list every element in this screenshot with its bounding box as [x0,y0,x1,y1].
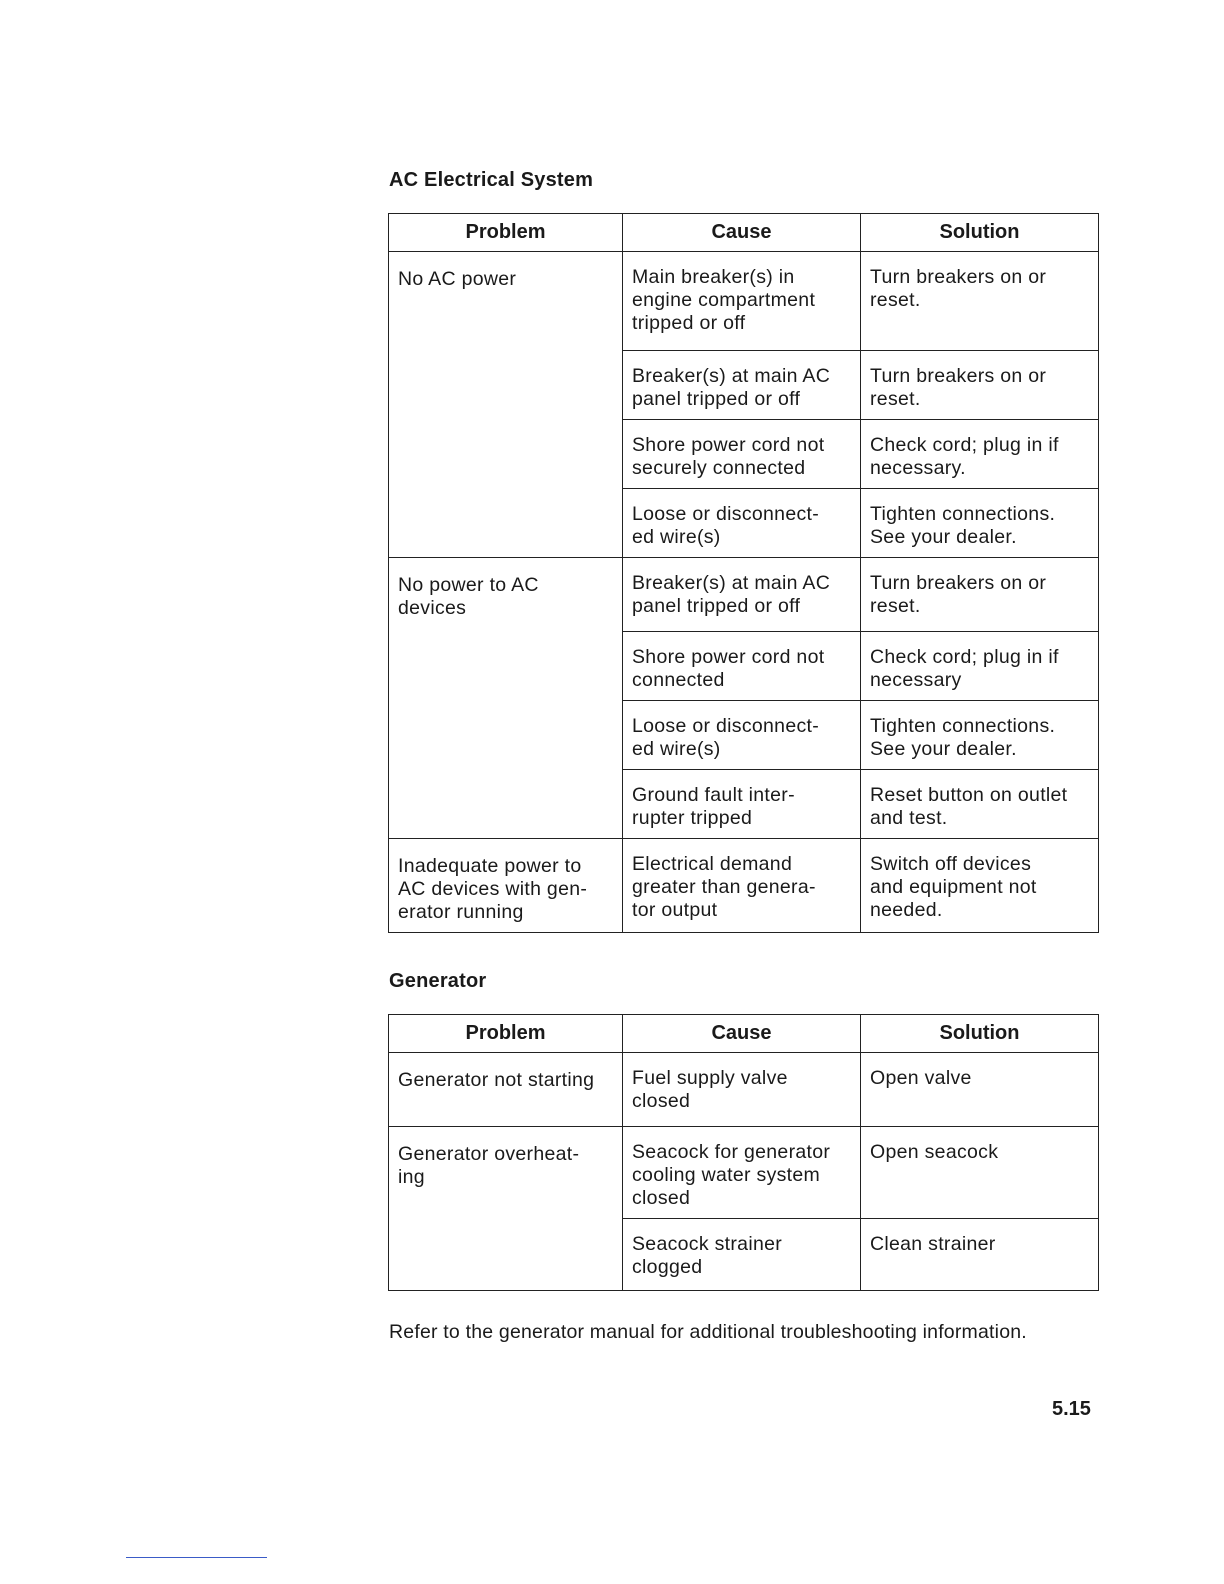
page-number: 5.15 [1052,1398,1091,1420]
problem-cell: Inadequate power to AC devices with gen- erator running [389,839,623,933]
problem-column-header: Problem [389,1015,623,1053]
cause-cell: Breaker(s) at main AC panel tripped or off [623,351,861,420]
problem-column-header: Problem [389,214,623,252]
cause-cell: Electrical demand greater than genera- tor output [623,839,861,933]
cause-cell: Shore power cord not securely connected [623,420,861,489]
bottom-divider [126,1557,267,1558]
solution-cell: Tighten connections. See your dealer. [861,489,1099,558]
cause-cell: Breaker(s) at main AC panel tripped or off [623,558,861,632]
table-row [389,1127,1099,1219]
table-row [389,558,1099,632]
solution-column-header: Solution [861,1015,1099,1053]
cause-cell: Shore power cord not connected [623,632,861,701]
solution-cell: Turn breakers on or reset. [861,558,1099,632]
footnote-text: Refer to the generator manual for additional troubleshooting information. [389,1321,1027,1343]
solution-cell: Turn breakers on or reset. [861,252,1099,351]
table-header-row [389,1015,1099,1053]
table-row [389,839,1099,933]
solution-cell: Reset button on outlet and test. [861,770,1099,839]
ac-electrical-section-title: AC Electrical System [389,169,594,191]
solution-cell: Switch off devices and equipment not needed. [861,839,1099,933]
ac-troubleshooting-table [388,213,1099,933]
cause-cell: Loose or disconnect- ed wire(s) [623,489,861,558]
solution-cell: Check cord; plug in if necessary. [861,420,1099,489]
problem-cell: No AC power [389,252,623,558]
solution-cell: Open valve [861,1053,1099,1127]
cause-cell: Seacock strainer clogged [623,1219,861,1291]
solution-cell: Tighten connections. See your dealer. [861,701,1099,770]
solution-column-header: Solution [861,214,1099,252]
table-header-row [389,214,1099,252]
cause-cell: Ground fault inter- rupter tripped [623,770,861,839]
solution-cell: Clean strainer [861,1219,1099,1291]
cause-column-header: Cause [623,1015,861,1053]
generator-section-title: Generator [389,970,487,992]
cause-cell: Main breaker(s) in engine compartment tripped or off [623,252,861,351]
cause-cell: Seacock for generator cooling water system closed [623,1127,861,1219]
problem-cell: Generator overheat- ing [389,1127,623,1291]
solution-cell: Open seacock [861,1127,1099,1219]
cause-cell: Loose or disconnect- ed wire(s) [623,701,861,770]
solution-cell: Turn breakers on or reset. [861,351,1099,420]
table-row [389,252,1099,351]
generator-troubleshooting-table [388,1014,1099,1291]
problem-cell: No power to AC devices [389,558,623,839]
cause-cell: Fuel supply valve closed [623,1053,861,1127]
cause-column-header: Cause [623,214,861,252]
solution-cell: Check cord; plug in if necessary [861,632,1099,701]
problem-cell: Generator not starting [389,1053,623,1127]
table-row [389,1053,1099,1127]
